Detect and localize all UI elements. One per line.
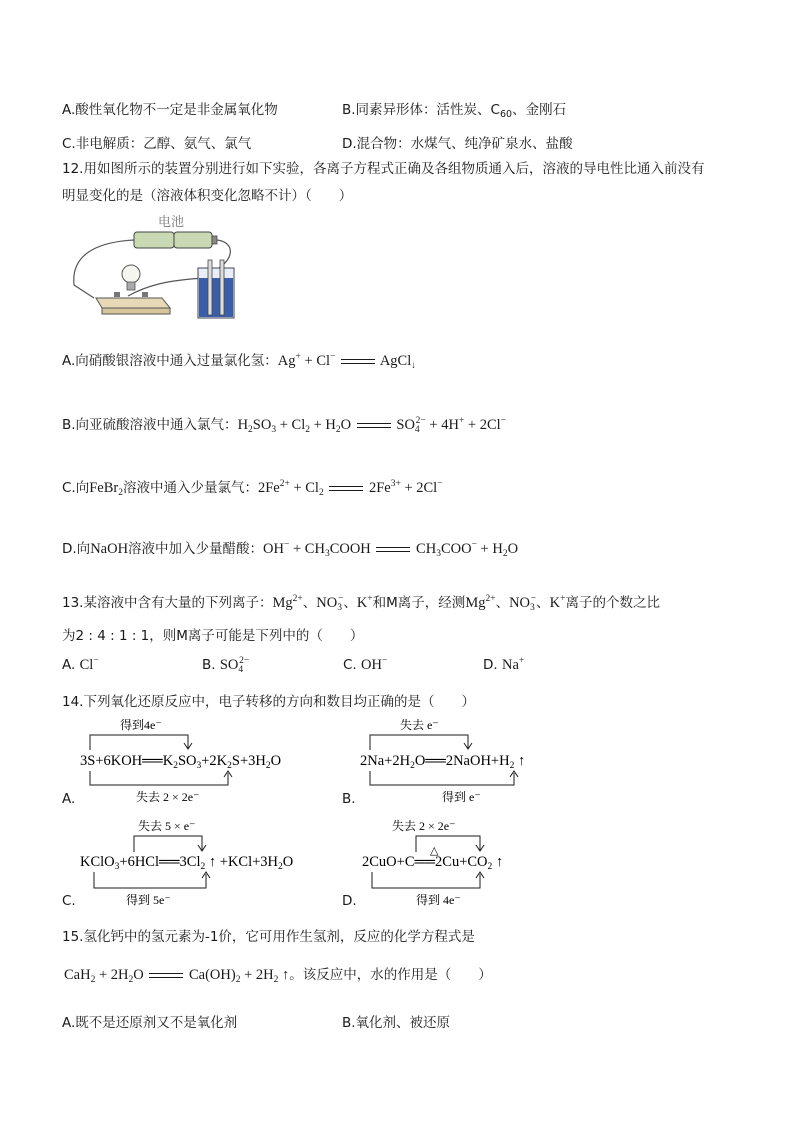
q11-option-c: C.非电解质：乙醇、氨气、氯气	[62, 136, 252, 152]
q13-option-a-letter: A.	[62, 657, 76, 673]
battery-cell-2	[174, 232, 212, 248]
q15-stem-after: 。该反应中，水的作用是（ ）	[289, 967, 492, 983]
q13-stem-c: 和M离子，经测	[372, 595, 466, 611]
q14-c-bottom-label: 得到 5e⁻	[126, 893, 171, 907]
solution	[199, 278, 233, 317]
q14-a-equation: $3S+6KOH══K_2SO_3+2K_2S+3H_2O$	[80, 753, 282, 771]
battery-label: 电池	[158, 215, 185, 230]
battery-cell-1	[134, 232, 174, 248]
q14-d-bottom-label: 得到 4e⁻	[416, 893, 461, 907]
q15-stem: 15.氢化钙中的氢元素为-1价，它可用作生氢剂，反应的化学方程式是	[62, 929, 475, 945]
q13-option-c-letter: C.	[343, 657, 357, 673]
q13-option-b-letter: B.	[202, 657, 216, 673]
q14-c-equation: $KClO_3+6HCl══3Cl_2$ ↑ $+KCl+3H_2O$	[80, 854, 294, 872]
q14-d-heat-condition: △	[430, 845, 439, 857]
q12-option-c: C.向FeBr$_2$溶液中通入少量氯气：$2Fe^{2+} + Cl_2$ $2Fe^{3+} + 2Cl^-$	[62, 479, 443, 498]
q14-option-d-letter: D.	[342, 893, 357, 909]
q12-option-b-label: B.向亚硫酸溶液中通入氯气：	[62, 417, 238, 433]
q14-b-top-label: 失去 e⁻	[400, 718, 439, 732]
q13-stem-d: 离子的个数之比	[565, 595, 660, 611]
q14-a-top-label: 得到4e⁻	[120, 718, 162, 732]
q12-option-d: D.向NaOH溶液中加入少量醋酸：$OH^- + CH_3COOH$ $CH_3COO^- + H_2O$	[62, 540, 519, 559]
q11-option-b	[342, 98, 566, 118]
lamp-base	[96, 298, 170, 308]
q13-option-a: A. Cl−	[62, 656, 99, 673]
q12-option-d-label2: 溶液中加入少量醋酸：	[128, 541, 264, 557]
q11-option-b-text: B.同素异形体：活性炭、C	[342, 102, 500, 118]
q12-stem-line1: 12.用如图所示的装置分别进行如下实验，各离子方程式正确及各组物质通入后，溶液的导电性比通入前没有	[62, 161, 705, 177]
q14-option-a-letter: A.	[62, 791, 76, 807]
q14-option-c-diagram	[76, 814, 336, 908]
q12-option-c-label2: 溶液中通入少量氯气：	[122, 480, 258, 496]
q14-b-equation: $2Na+2H_2O══2NaOH+H_2$ ↑	[360, 753, 526, 771]
q13-stem-a: 13.某溶液中含有大量的下列离子：	[62, 595, 273, 611]
q14-d-equation: $2CuO+C══2Cu+CO_2$ ↑	[362, 854, 504, 872]
q12-option-a: A.向硝酸银溶液中通入过量氯化氢：Ag+ + Cl− AgCl$_↓$	[62, 352, 417, 371]
q12-option-d-label: D.向	[62, 541, 91, 557]
light-bulb	[122, 265, 140, 283]
q14-c-top-label: 失去 5 × e⁻	[138, 819, 196, 833]
electrode-2	[220, 260, 224, 315]
q11-option-a: A.酸性氧化物不一定是非金属氧化物	[62, 102, 278, 118]
q11-option-d: D.混合物：水煤气、纯净矿泉水、盐酸	[342, 136, 573, 152]
q13-stem-line2: 为2 : 4 : 1 : 1，则M离子可能是下列中的（ ）	[62, 628, 364, 644]
q13-stem-b: 、	[302, 595, 317, 611]
electrode-1	[208, 260, 212, 315]
q13-option-d-letter: D.	[483, 657, 498, 673]
q11-option-b-suffix: 、金刚石	[512, 102, 567, 118]
q13-option-b: B. $SO_4^{2-}$	[202, 656, 250, 675]
q13-option-c: C. OH−	[343, 656, 388, 673]
q15-option-b: B.氧化剂、被还原	[342, 1015, 451, 1031]
q15-equation-line: $CaH_2 + 2H_2O$ $Ca(OH)_2 + 2H_2$ ↑。该反应中，水的作用是（ ）	[64, 967, 492, 985]
q12-option-c-label: C.向	[62, 480, 90, 496]
q12-stem-line2: 明显变化的是（溶液体积变化忽略不计）（ ）	[62, 188, 353, 204]
q14-option-b-letter: B.	[342, 791, 356, 807]
q14-option-a-diagram	[78, 715, 318, 807]
q14-d-top-label: 失去 2 × 2e⁻	[392, 819, 456, 833]
q12-option-a-label: A.向硝酸银溶液中通入过量氯化氢：	[62, 353, 278, 369]
q13-option-d: D. Na+	[483, 656, 525, 673]
q13-stem-line1: 13.某溶液中含有大量的下列离子：$Mg^{2+}$、$NO_3^-$、K+和M离子，经测$Mg^{2+}$、$NO_3^-$、K+离子的个数之比	[62, 594, 660, 613]
q14-stem: 14.下列氧化还原反应中，电子转移的方向和数目均正确的是（ ）	[62, 694, 475, 710]
q14-option-b-diagram	[356, 715, 576, 807]
q14-a-bottom-label: 失去 2 × 2e⁻	[136, 790, 200, 804]
q14-option-c-letter: C.	[62, 893, 76, 909]
q12-option-b: B.向亚硫酸溶液中通入氯气：$H_2SO_3 + Cl_2 + H_2O$ $SO_4^{2-} + 4H^+ + 2Cl^-$	[62, 416, 507, 435]
q11-option-b-sub: 60	[499, 109, 513, 120]
conductivity-apparatus-figure	[66, 210, 246, 320]
q15-option-a: A.既不是还原剂又不是氧化剂	[62, 1015, 238, 1031]
q14-option-d-diagram	[358, 814, 578, 908]
q14-b-bottom-label: 得到 e⁻	[442, 790, 481, 804]
